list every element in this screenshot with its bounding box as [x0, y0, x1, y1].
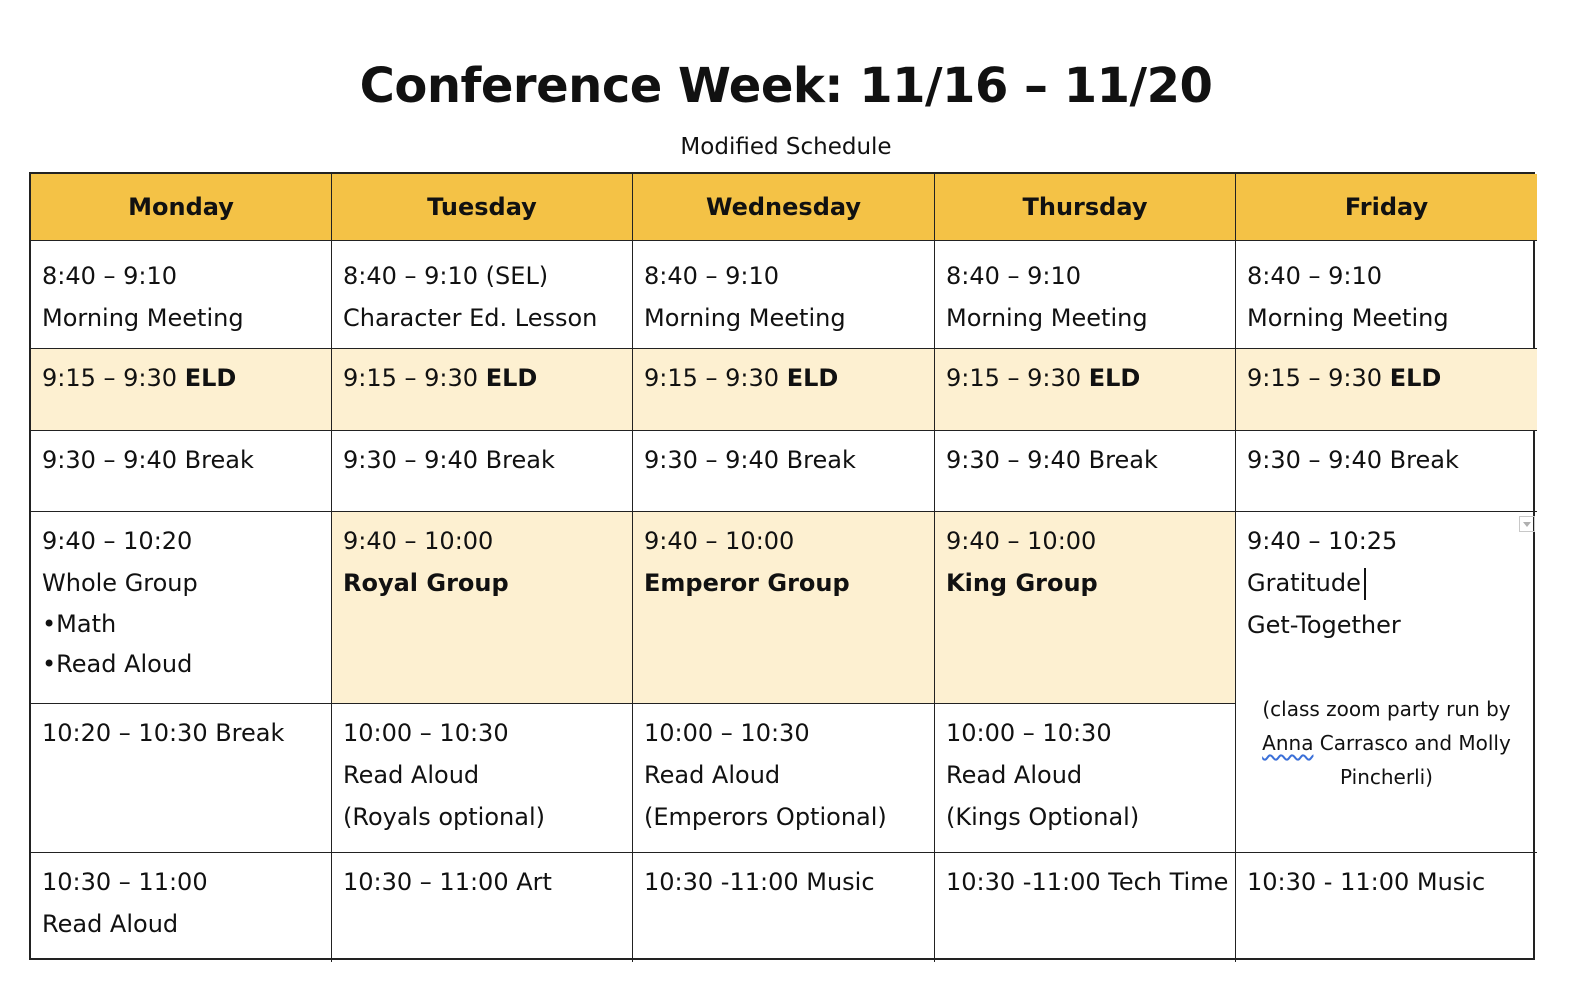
group-name: King Group: [946, 569, 1098, 597]
activity-text: ELD: [1088, 364, 1141, 392]
dropdown-arrow-icon[interactable]: [1519, 516, 1535, 532]
header-monday: Monday: [31, 174, 332, 241]
cell-thursday-morning[interactable]: [935, 241, 1236, 349]
cell-thursday-read-aloud[interactable]: [935, 704, 1236, 853]
text-cursor: [1364, 568, 1366, 600]
time-text: 8:40 – 9:10: [644, 262, 780, 290]
note-line: (class zoom party run by: [1262, 697, 1511, 721]
specials-text: 10:30 – 11:00 Art: [343, 868, 552, 896]
activity-text: Gratitude: [1247, 569, 1361, 597]
time-text: 10:00 – 10:30: [343, 719, 509, 747]
cell-monday-whole-group[interactable]: [31, 512, 332, 704]
activity-text: Morning Meeting: [644, 304, 846, 332]
activity-text: ELD: [786, 364, 839, 392]
note-line: Carrasco and Molly: [1313, 731, 1511, 755]
group-name: Royal Group: [343, 569, 509, 597]
page-subtitle: Modified Schedule: [680, 134, 892, 160]
cell-tuesday-group[interactable]: [332, 512, 633, 704]
time-text: 8:40 – 9:10 (SEL): [343, 262, 549, 290]
time-text: 9:40 – 10:00: [946, 527, 1097, 555]
cell-tuesday-read-aloud[interactable]: [332, 704, 633, 853]
group-name: Emperor Group: [644, 569, 850, 597]
cell-wednesday-specials[interactable]: [633, 853, 935, 962]
cell-friday-morning[interactable]: [1236, 241, 1537, 349]
cell-friday-eld[interactable]: [1236, 349, 1537, 431]
cell-wednesday-break[interactable]: [633, 431, 935, 512]
bullet-item: •Math: [42, 610, 117, 638]
time-text: 8:40 – 9:10: [1247, 262, 1383, 290]
cell-tuesday-specials[interactable]: [332, 853, 633, 962]
activity-text: Whole Group: [42, 569, 198, 597]
cell-tuesday-break[interactable]: [332, 431, 633, 512]
header-friday: Friday: [1236, 174, 1537, 241]
activity-text: Get-Together: [1247, 611, 1401, 639]
time-text: 9:40 – 10:00: [644, 527, 795, 555]
activity-text: Morning Meeting: [42, 304, 244, 332]
time-text: 8:40 – 9:10: [946, 262, 1082, 290]
break-text: 9:30 – 9:40 Break: [644, 446, 856, 474]
break-text: 9:30 – 9:40 Break: [1247, 446, 1459, 474]
activity-text: Morning Meeting: [1247, 304, 1449, 332]
cell-thursday-eld[interactable]: [935, 349, 1236, 431]
cell-wednesday-read-aloud[interactable]: [633, 704, 935, 853]
note-text: (Emperors Optional): [644, 803, 887, 831]
time-text: 9:15 – 9:30: [343, 364, 479, 392]
note-text: (Kings Optional): [946, 803, 1140, 831]
cell-tuesday-eld[interactable]: [332, 349, 633, 431]
break-text: 9:30 – 9:40 Break: [946, 446, 1158, 474]
cell-wednesday-eld[interactable]: [633, 349, 935, 431]
header-thursday: Thursday: [935, 174, 1236, 241]
specials-text: 10:30 -11:00 Tech Time: [946, 868, 1229, 896]
cell-thursday-specials[interactable]: [935, 853, 1236, 962]
cell-monday-eld[interactable]: [31, 349, 332, 431]
cell-monday-break2[interactable]: [31, 704, 332, 853]
time-text: 9:15 – 9:30: [644, 364, 780, 392]
activity-text: ELD: [485, 364, 538, 392]
time-text: 9:40 – 10:25: [1247, 527, 1398, 555]
break-text: 9:30 – 9:40 Break: [42, 446, 254, 474]
activity-text: Character Ed. Lesson: [343, 304, 598, 332]
specials-text: 10:30 -11:00 Music: [644, 868, 875, 896]
cell-thursday-break[interactable]: [935, 431, 1236, 512]
cell-tuesday-morning[interactable]: [332, 241, 633, 349]
note-text: (Royals optional): [343, 803, 545, 831]
cell-monday-specials[interactable]: [31, 853, 332, 962]
specials-text: 10:30 - 11:00 Music: [1247, 868, 1486, 896]
cell-wednesday-group[interactable]: [633, 512, 935, 704]
activity-text: ELD: [184, 364, 237, 392]
time-text: 9:15 – 9:30: [42, 364, 178, 392]
time-text: 9:40 – 10:20: [42, 527, 193, 555]
time-text: 9:15 – 9:30: [1247, 364, 1383, 392]
activity-text: Read Aloud: [644, 761, 781, 789]
time-text: 9:15 – 9:30: [946, 364, 1082, 392]
activity-text: ELD: [1389, 364, 1442, 392]
time-text: 9:40 – 10:00: [343, 527, 494, 555]
page-title: Conference Week: 11/16 – 11/20: [359, 58, 1213, 114]
spellcheck-name: Anna: [1262, 731, 1314, 755]
cell-friday-gratitude[interactable]: [1236, 512, 1537, 853]
header-tuesday: Tuesday: [332, 174, 633, 241]
cell-thursday-group[interactable]: [935, 512, 1236, 704]
cell-monday-break[interactable]: [31, 431, 332, 512]
time-text: 8:40 – 9:10: [42, 262, 178, 290]
activity-text: Read Aloud: [42, 910, 179, 938]
bullet-item: •Read Aloud: [42, 650, 193, 678]
note-line: Pincherli): [1340, 765, 1433, 789]
cell-monday-morning[interactable]: [31, 241, 332, 349]
friday-note: [1236, 692, 1537, 794]
activity-text: Morning Meeting: [946, 304, 1148, 332]
time-text: 10:00 – 10:30: [946, 719, 1112, 747]
time-text: 10:00 – 10:30: [644, 719, 810, 747]
cell-friday-specials[interactable]: [1236, 853, 1537, 962]
cell-friday-break[interactable]: [1236, 431, 1537, 512]
schedule-table: [29, 172, 1535, 960]
header-wednesday: Wednesday: [633, 174, 935, 241]
break-text: 10:20 – 10:30 Break: [42, 719, 285, 747]
activity-text: Read Aloud: [343, 761, 480, 789]
cell-wednesday-morning[interactable]: [633, 241, 935, 349]
activity-text: Read Aloud: [946, 761, 1083, 789]
time-text: 10:30 – 11:00: [42, 868, 208, 896]
break-text: 9:30 – 9:40 Break: [343, 446, 555, 474]
